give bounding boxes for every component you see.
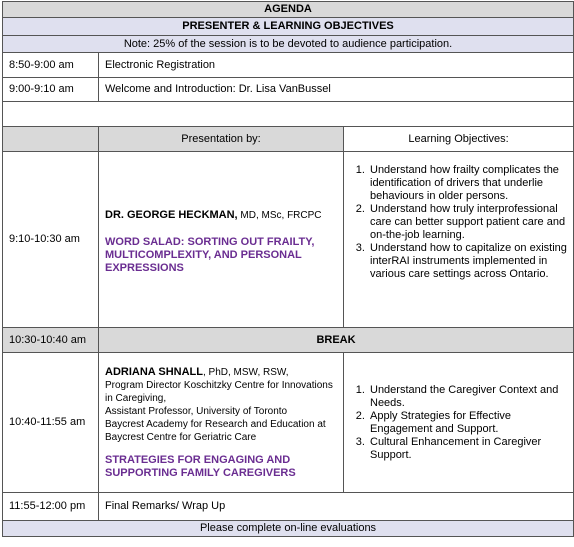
event-cell: Final Remarks/ Wrap Up [99, 493, 574, 521]
affiliation-line: Assistant Professor, University of Toronto [105, 405, 288, 417]
objective-item: 2. Apply Strategies for Effective Engagement and Support. [368, 410, 567, 436]
break-row [3, 328, 574, 353]
table-row [3, 493, 574, 521]
agenda-title: AGENDA [3, 2, 574, 18]
objectives-header: Learning Objectives: [344, 127, 574, 152]
presenter-name: ADRIANA SHNALL [105, 365, 203, 378]
objectives-cell [344, 152, 574, 328]
presenter-cell [99, 152, 344, 328]
presentation-header: Presentation by: [99, 127, 344, 152]
affiliation-line: Baycrest Academy for Research and Education at Baycrest Centre for Geriatric Care [105, 418, 326, 443]
participation-note: Note: 25% of the session is to be devoted to audience participation. [3, 36, 574, 53]
agenda-subtitle: PRESENTER & LEARNING OBJECTIVES [3, 18, 574, 36]
evaluation-footer: Please complete on-line evaluations [3, 521, 574, 537]
time-cell: 9:10-10:30 am [3, 152, 99, 328]
table-row [3, 53, 574, 78]
session-row [3, 353, 574, 493]
affiliation-line: Program Director Koschitzky Centre for Innovations in Caregiving, [105, 379, 333, 404]
time-cell: 10:30-10:40 am [3, 328, 99, 353]
presenter-credentials: MD, MSc, FRCPC [237, 209, 322, 221]
presenter-credentials: , PhD, MSW, RSW, [202, 366, 289, 378]
objectives-list [350, 384, 567, 462]
break-label: BREAK [99, 328, 574, 353]
column-header-row [3, 127, 574, 152]
session-row [3, 152, 574, 328]
time-cell: 11:55-12:00 pm [3, 493, 99, 521]
time-cell: 8:50-9:00 am [3, 53, 99, 78]
presenter-name: DR. GEORGE HECKMAN, [105, 208, 238, 221]
objective-item: 1. Understand how frailty complicates the identification of drivers that underlie behaviours in older persons. [368, 164, 567, 203]
table-row [3, 78, 574, 102]
presenter-cell [99, 353, 344, 493]
agenda-table [2, 1, 574, 537]
objective-item: 1. Understand the Caregiver Context and Needs. [368, 384, 567, 410]
objective-item: 3. Understand how to capitalize on existing interRAI instruments implemented in various care settings across Ontario. [368, 242, 567, 281]
talk-title: STRATEGIES FOR ENGAGING AND SUPPORTING FAMILY CAREGIVERS [105, 453, 296, 479]
objective-item: 3. Cultural Enhancement in Caregiver Support. [368, 436, 567, 462]
talk-title: WORD SALAD: SORTING OUT FRAILTY, MULTICOMPLEXITY, AND PERSONAL EXPRESSIONS [105, 235, 315, 274]
spacer-row [3, 102, 574, 127]
event-cell: Welcome and Introduction: Dr. Lisa VanBussel [99, 78, 574, 102]
time-cell: 10:40-11:55 am [3, 353, 99, 493]
objectives-list [350, 164, 567, 281]
objective-item: 2. Understand how truly interprofessional care can better support patient care and on-the-job learning. [368, 203, 567, 242]
objectives-cell [344, 353, 574, 493]
time-cell: 9:00-9:10 am [3, 78, 99, 102]
event-cell: Electronic Registration [99, 53, 574, 78]
